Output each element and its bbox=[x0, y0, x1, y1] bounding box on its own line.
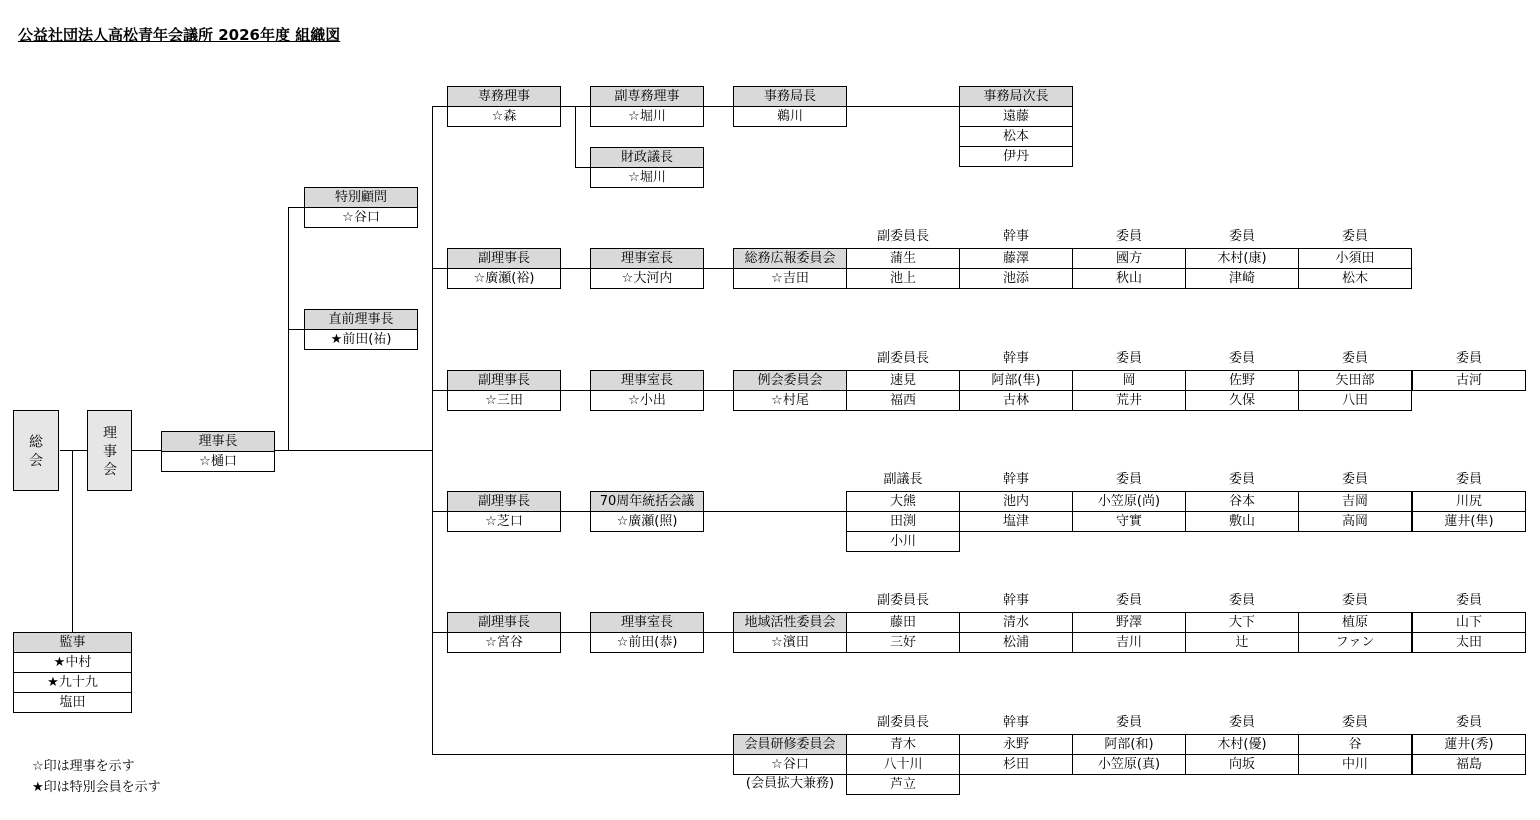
office-name: ☆小出 bbox=[590, 390, 704, 411]
role-label: 委員 bbox=[1228, 593, 1255, 608]
vice-president-name: ☆三田 bbox=[447, 390, 561, 411]
role-label: 委員 bbox=[1455, 593, 1482, 608]
member-cell: 守實 bbox=[1072, 511, 1186, 532]
member-cell: 津崎 bbox=[1185, 268, 1299, 289]
role-label: 委員 bbox=[1341, 715, 1368, 730]
role-label: 幹事 bbox=[1002, 593, 1029, 608]
member-cell: 太田 bbox=[1412, 632, 1526, 653]
member-cell: 松木 bbox=[1298, 268, 1412, 289]
board-box: 理 事 会 bbox=[87, 410, 132, 491]
role-label: 副委員長 bbox=[876, 229, 929, 244]
member-cell: 野澤 bbox=[1072, 612, 1186, 633]
member-cell: 中川 bbox=[1298, 754, 1412, 775]
role-label: 委員 bbox=[1228, 715, 1255, 730]
committee-chair: ☆濱田 bbox=[733, 632, 847, 653]
role-label: 幹事 bbox=[1002, 229, 1029, 244]
senmu-title: 専務理事 bbox=[447, 86, 561, 107]
member-cell: 松浦 bbox=[959, 632, 1073, 653]
role-label: 委員 bbox=[1228, 229, 1255, 244]
member-cell: 清水 bbox=[959, 612, 1073, 633]
member-cell: 芦立 bbox=[846, 774, 960, 795]
fuku-senmu-title: 副専務理事 bbox=[590, 86, 704, 107]
member-cell: 久保 bbox=[1185, 390, 1299, 411]
member-cell: 小須田 bbox=[1298, 248, 1412, 269]
member-cell: 蓮井(秀) bbox=[1412, 734, 1526, 755]
role-label: 委員 bbox=[1341, 351, 1368, 366]
member-cell: 八十川 bbox=[846, 754, 960, 775]
legend-director: ☆印は理事を示す bbox=[32, 759, 135, 774]
role-label: 幹事 bbox=[1002, 351, 1029, 366]
member-cell: 小笠原(真) bbox=[1072, 754, 1186, 775]
member-cell: 阿部(和) bbox=[1072, 734, 1186, 755]
role-label: 委員 bbox=[1115, 351, 1142, 366]
member-cell: 木村(康) bbox=[1185, 248, 1299, 269]
role-label: 委員 bbox=[1228, 351, 1255, 366]
role-label: 委員 bbox=[1341, 472, 1368, 487]
committee-note: (会員拡大兼務) bbox=[745, 776, 835, 791]
vice-president-title: 副理事長 bbox=[447, 370, 561, 391]
zaisei-title: 財政議長 bbox=[590, 147, 704, 168]
committee-name: 会員研修委員会 bbox=[733, 734, 847, 755]
past-president-name: ★前田(祐) bbox=[304, 329, 418, 350]
member-cell: 岡 bbox=[1072, 370, 1186, 391]
member-cell: 谷本 bbox=[1185, 491, 1299, 512]
member-cell: 杉田 bbox=[959, 754, 1073, 775]
role-label: 幹事 bbox=[1002, 472, 1029, 487]
member-cell: 八田 bbox=[1298, 390, 1412, 411]
role-label: 委員 bbox=[1115, 472, 1142, 487]
member-cell: 高岡 bbox=[1298, 511, 1412, 532]
member-cell: 藤田 bbox=[846, 612, 960, 633]
general-assembly-box: 総 会 bbox=[13, 410, 59, 491]
member-cell: 吉岡 bbox=[1298, 491, 1412, 512]
jijicho-title: 事務局次長 bbox=[959, 86, 1073, 107]
committee-name: 総務広報委員会 bbox=[733, 248, 847, 269]
past-president-title: 直前理事長 bbox=[304, 309, 418, 330]
member-cell: 荒井 bbox=[1072, 390, 1186, 411]
office-name: ☆大河内 bbox=[590, 268, 704, 289]
member-cell: 三好 bbox=[846, 632, 960, 653]
role-label: 委員 bbox=[1455, 715, 1482, 730]
legend-special-member: ★印は特別会員を示す bbox=[32, 780, 161, 795]
member-cell: 塩津 bbox=[959, 511, 1073, 532]
member-cell: 國方 bbox=[1072, 248, 1186, 269]
senmu-name: ☆森 bbox=[447, 106, 561, 127]
role-label: 委員 bbox=[1341, 229, 1368, 244]
committee-name: 例会委員会 bbox=[733, 370, 847, 391]
member-cell: 福島 bbox=[1412, 754, 1526, 775]
member-cell: 速見 bbox=[846, 370, 960, 391]
vice-president-title: 副理事長 bbox=[447, 491, 561, 512]
member-cell: 大下 bbox=[1185, 612, 1299, 633]
member-cell: 大熊 bbox=[846, 491, 960, 512]
role-label: 幹事 bbox=[1002, 715, 1029, 730]
member-cell: 蒲生 bbox=[846, 248, 960, 269]
member-cell: ファン bbox=[1298, 632, 1412, 653]
committee-chair: ☆谷口 bbox=[733, 754, 847, 775]
page-title: 公益社団法人高松青年会議所 2026年度 組織図 bbox=[18, 26, 341, 44]
role-label: 副委員長 bbox=[876, 593, 929, 608]
role-label: 委員 bbox=[1455, 472, 1482, 487]
auditor-title: 監事 bbox=[13, 632, 132, 653]
auditor-name: ★九十九 bbox=[13, 672, 132, 693]
role-label: 副委員長 bbox=[876, 351, 929, 366]
committee-name: 地域活性委員会 bbox=[733, 612, 847, 633]
role-label: 副委員長 bbox=[876, 715, 929, 730]
special-advisor-name: ☆谷口 bbox=[304, 207, 418, 228]
member-cell: 敷山 bbox=[1185, 511, 1299, 532]
member-cell: 小川 bbox=[846, 531, 960, 552]
member-cell: 阿部(隼) bbox=[959, 370, 1073, 391]
office-name: ☆前田(恭) bbox=[590, 632, 704, 653]
member-cell: 古林 bbox=[959, 390, 1073, 411]
member-cell: 植原 bbox=[1298, 612, 1412, 633]
zaisei-name: ☆堀川 bbox=[590, 167, 704, 188]
office-name: ☆廣瀬(照) bbox=[590, 511, 704, 532]
member-cell: 池上 bbox=[846, 268, 960, 289]
vice-president-name: ☆廣瀬(裕) bbox=[447, 268, 561, 289]
president-title: 理事長 bbox=[161, 431, 275, 452]
auditor-name: ★中村 bbox=[13, 652, 132, 673]
member-cell: 川尻 bbox=[1412, 491, 1526, 512]
member-cell: 田渕 bbox=[846, 511, 960, 532]
jijicho-name: 遠藤 bbox=[959, 106, 1073, 127]
jijicho-name: 松本 bbox=[959, 126, 1073, 147]
vice-president-title: 副理事長 bbox=[447, 248, 561, 269]
jijicho-name: 伊丹 bbox=[959, 146, 1073, 167]
member-cell: 谷 bbox=[1298, 734, 1412, 755]
special-advisor-title: 特別顧問 bbox=[304, 187, 418, 208]
office-title: 理事室長 bbox=[590, 370, 704, 391]
committee-chair: ☆吉田 bbox=[733, 268, 847, 289]
member-cell: 辻 bbox=[1185, 632, 1299, 653]
role-label: 委員 bbox=[1228, 472, 1255, 487]
member-cell: 古河 bbox=[1412, 370, 1526, 391]
member-cell: 藤澤 bbox=[959, 248, 1073, 269]
member-cell: 永野 bbox=[959, 734, 1073, 755]
fuku-senmu-name: ☆堀川 bbox=[590, 106, 704, 127]
vice-president-title: 副理事長 bbox=[447, 612, 561, 633]
role-label: 委員 bbox=[1455, 351, 1482, 366]
role-label: 委員 bbox=[1115, 715, 1142, 730]
office-title: 理事室長 bbox=[590, 612, 704, 633]
member-cell: 小笠原(尚) bbox=[1072, 491, 1186, 512]
member-cell: 山下 bbox=[1412, 612, 1526, 633]
jimukyokucho-title: 事務局長 bbox=[733, 86, 847, 107]
office-title: 理事室長 bbox=[590, 248, 704, 269]
auditor-name: 塩田 bbox=[13, 692, 132, 713]
member-cell: 矢田部 bbox=[1298, 370, 1412, 391]
member-cell: 蓮井(隼) bbox=[1412, 511, 1526, 532]
member-cell: 福西 bbox=[846, 390, 960, 411]
president-name: ☆樋口 bbox=[161, 451, 275, 472]
member-cell: 木村(優) bbox=[1185, 734, 1299, 755]
member-cell: 秋山 bbox=[1072, 268, 1186, 289]
vice-president-name: ☆宮谷 bbox=[447, 632, 561, 653]
member-cell: 池内 bbox=[959, 491, 1073, 512]
role-label: 副議長 bbox=[883, 472, 923, 487]
jimukyokucho-name: 鵜川 bbox=[733, 106, 847, 127]
member-cell: 吉川 bbox=[1072, 632, 1186, 653]
vice-president-name: ☆芝口 bbox=[447, 511, 561, 532]
member-cell: 青木 bbox=[846, 734, 960, 755]
role-label: 委員 bbox=[1115, 229, 1142, 244]
committee-chair: ☆村尾 bbox=[733, 390, 847, 411]
role-label: 委員 bbox=[1115, 593, 1142, 608]
office-title: 70周年統括会議 bbox=[590, 491, 704, 512]
member-cell: 佐野 bbox=[1185, 370, 1299, 391]
member-cell: 向坂 bbox=[1185, 754, 1299, 775]
role-label: 委員 bbox=[1341, 593, 1368, 608]
member-cell: 池添 bbox=[959, 268, 1073, 289]
